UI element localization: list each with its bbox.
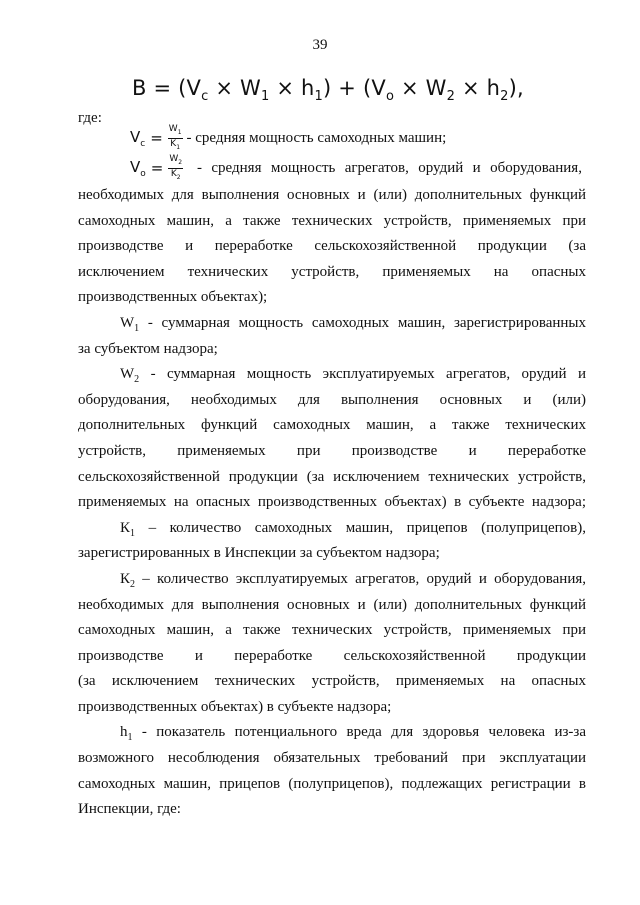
vo-description (197, 160, 582, 177)
text-line: производстве и переработке сельскохозяйственной продукции (78, 647, 586, 664)
vo-word: - (197, 159, 202, 176)
text-line: $W_2$ - суммарная мощность эксплуатируемых агрегатов, орудий и (120, 366, 586, 386)
text-line: за субъектом надзора; (78, 340, 218, 357)
where-label: где: (78, 110, 102, 126)
text-line: устройств, применяемых при производстве и переработке (78, 442, 586, 459)
text-line: $W_1$ - суммарная мощность самоходных машин, зарегистрированных (120, 314, 586, 334)
vo-fraction: $\frac{W_2}{K_2}$ (169, 154, 183, 181)
text-line: применяемых на опасных производственных объектах) в субъекте надзора; (78, 494, 586, 511)
vo-word: мощность (270, 159, 336, 176)
vo-word: средняя (211, 159, 262, 176)
equals-sign: = (150, 129, 163, 148)
text-line: дополнительных функций самоходных машин, а также технических (78, 417, 586, 434)
text-line: производственных объектах); (78, 289, 268, 306)
text-line: (за исключением технических устройств, применяемых на опасных (78, 673, 586, 690)
text-line: исключением технических устройств, применяемых на опасных (78, 263, 586, 280)
page-number: 39 (312, 37, 328, 53)
text-line: $К_2$ – количество эксплуатируемых агрегатов, орудий и оборудования, (120, 570, 586, 590)
definition-vc (130, 124, 446, 153)
text-line: возможного несоблюдения обязательных требований при эксплуатации (78, 750, 586, 767)
text-line: самоходных машин, а также технических устройств, применяемых при (78, 622, 586, 639)
vo-word: оборудования, (490, 159, 582, 176)
vc-fraction: $\frac{W_1}{K_1}$ (168, 124, 182, 151)
text-line: сельскохозяйственной продукции (за исключением технических устройств, (78, 468, 586, 485)
text-line: производственных объектах) в субъекте надзора; (78, 698, 392, 715)
text-line: самоходных машин, а также технических устройств, применяемых при (78, 212, 586, 229)
text-line: $К_1$ – количество самоходных машин, прицепов (полуприцепов), (120, 519, 586, 539)
document-body (78, 183, 586, 823)
text-line: оборудования, необходимых для выполнения основных и (или) (78, 391, 586, 408)
text-line: $h_1$ - показатель потенциального вреда для здоровья человека из-за (120, 724, 586, 744)
formula: $B = (V_c \times W_1 \times h_1) + (V_o \times W_2 \times h_2)$, (132, 76, 524, 105)
text-line: производстве и переработке сельскохозяйственной продукции (за (78, 238, 586, 255)
text-line: самоходных машин, прицепов (полуприцепов), подлежащих регистрации в (78, 775, 586, 792)
vo-symbol: $V_o$ (130, 157, 146, 179)
text-line: необходимых для выполнения основных и (или) дополнительных функций (78, 187, 586, 203)
vo-word: агрегатов, (344, 159, 409, 176)
text-line: необходимых для выполнения основных и (или) дополнительных функций (78, 596, 586, 613)
equals-sign: = (150, 159, 164, 178)
vo-word: орудий (418, 159, 464, 176)
text-line: Инспекции, где: (78, 801, 181, 818)
vc-description: - средняя мощность самоходных машин; (186, 129, 447, 146)
vo-word: и (472, 159, 481, 176)
text-line: зарегистрированных в Инспекции за субъектом надзора; (78, 545, 440, 562)
vc-symbol: $V_c$ (130, 127, 146, 149)
definition-vo (130, 154, 582, 183)
